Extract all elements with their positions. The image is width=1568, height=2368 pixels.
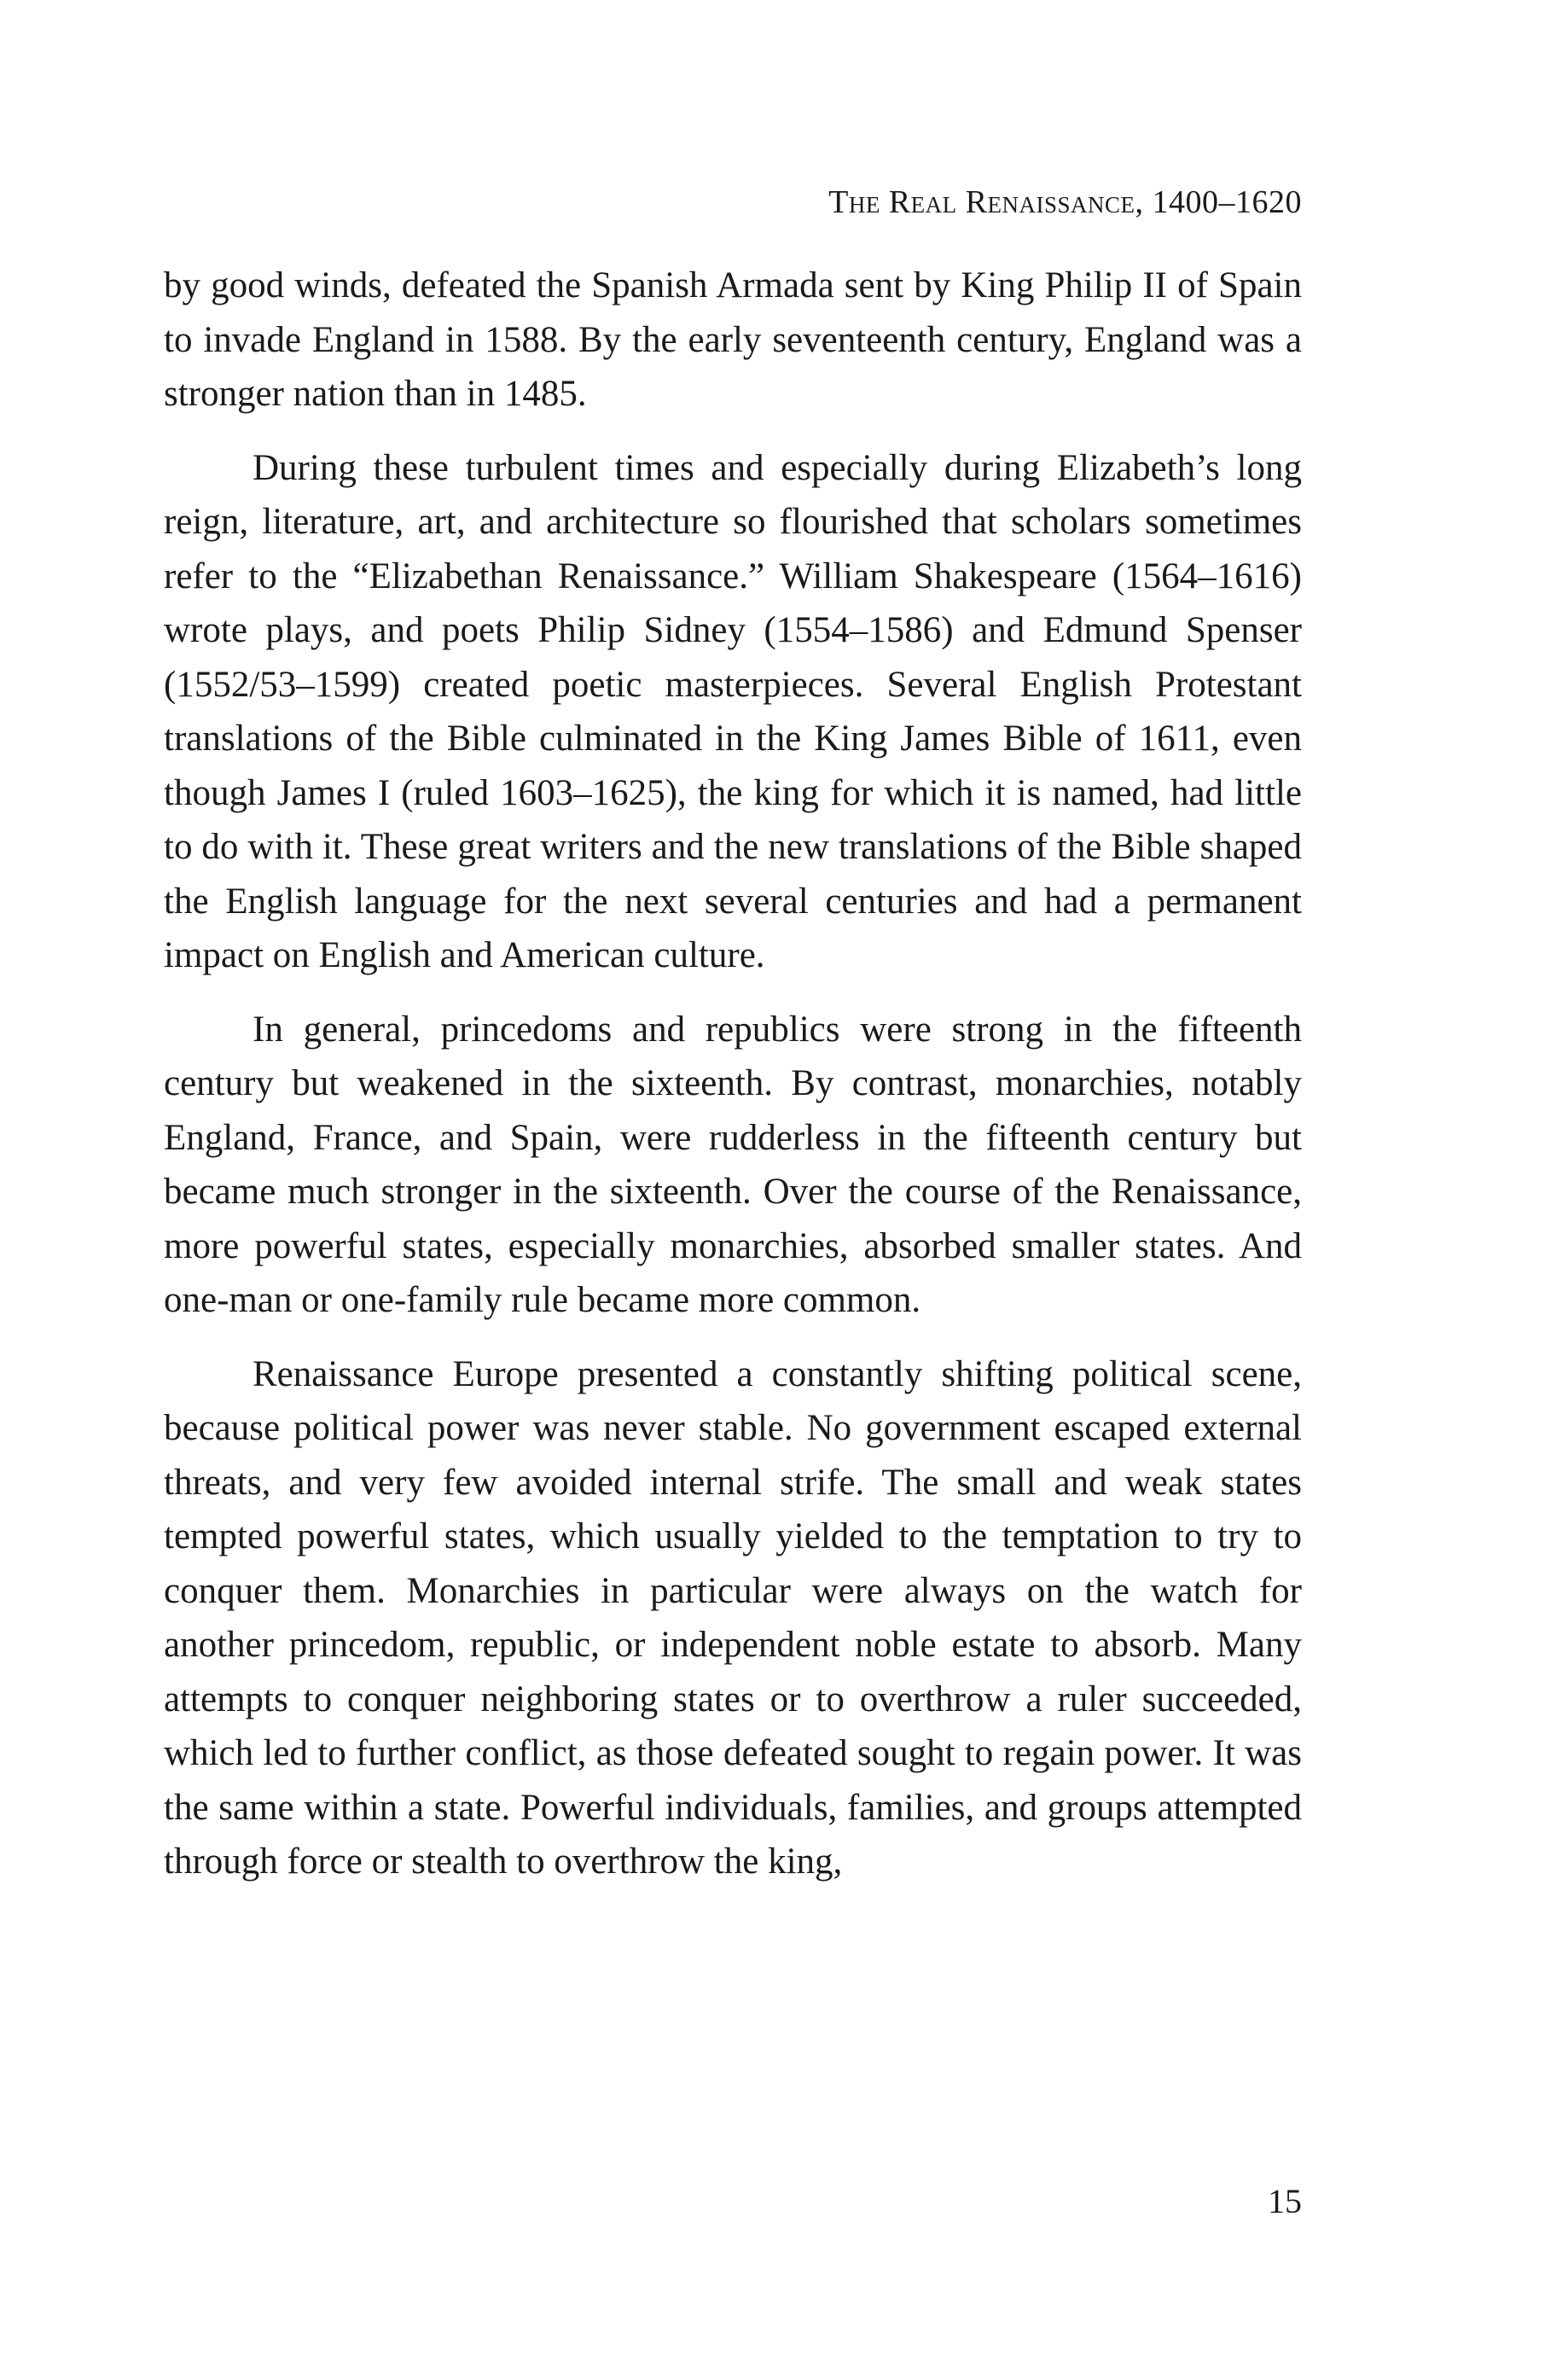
paragraph-2: During these turbulent times and especially during Elizabeth’s long reign, literature, art, and architecture so flourished that scholars sometimes refer to the “Elizabethan Renaissance.” William Shakespeare (1564–1616) wrote plays, and poets Philip Sidney (1554–1586) and Edmund Spenser (1552/53–1599) created poetic masterpieces. Several English Protestant translations of the Bible culminated in the King James Bible of 1611, even though James I (ruled 1603–1625), the king for which it is named, had little to do with it. These great writers and the new translations of the Bible shaped the English language for the next several centuries and had a permanent impact on English and American culture. bbox=[164, 447, 1302, 975]
running-head: The Real Renaissance, 1400–1620 bbox=[828, 184, 1302, 220]
body-text bbox=[164, 259, 1302, 1909]
paragraph-1: by good winds, defeated the Spanish Armada sent by King Philip II of Spain to invade England in 1588. By the early seventeenth century, England was a stronger nation than in 1485. bbox=[164, 265, 1302, 414]
paragraph-3: In general, princedoms and republics were strong in the fifteenth century but weakened in the sixteenth. By contrast, monarchies, notably England, France, and Spain, were rudderless in the fifteenth century but became much stronger in the sixteenth. Over the course of the Renaissance, more powerful states, especially monarchies, absorbed smaller states. And one-man or one-family rule became more common. bbox=[164, 1009, 1302, 1320]
page-number: 15 bbox=[1268, 2182, 1302, 2220]
paragraph-4: Renaissance Europe presented a constantly shifting political scene, because political power was never stable. No government escaped external threats, and very few avoided internal strife. The small and weak states tempted powerful states, which usually yielded to the temptation to try to conquer them. Monarchies in particular were always on the watch for another princedom, republic, or independent noble estate to absorb. Many attempts to conquer neighboring states or to overthrow a ruler succeeded, which led to further conflict, as those defeated sought to regain power. It was the same within a state. Powerful individuals, families, and groups attempted through force or stealth to overthrow the king, bbox=[164, 1353, 1302, 1882]
